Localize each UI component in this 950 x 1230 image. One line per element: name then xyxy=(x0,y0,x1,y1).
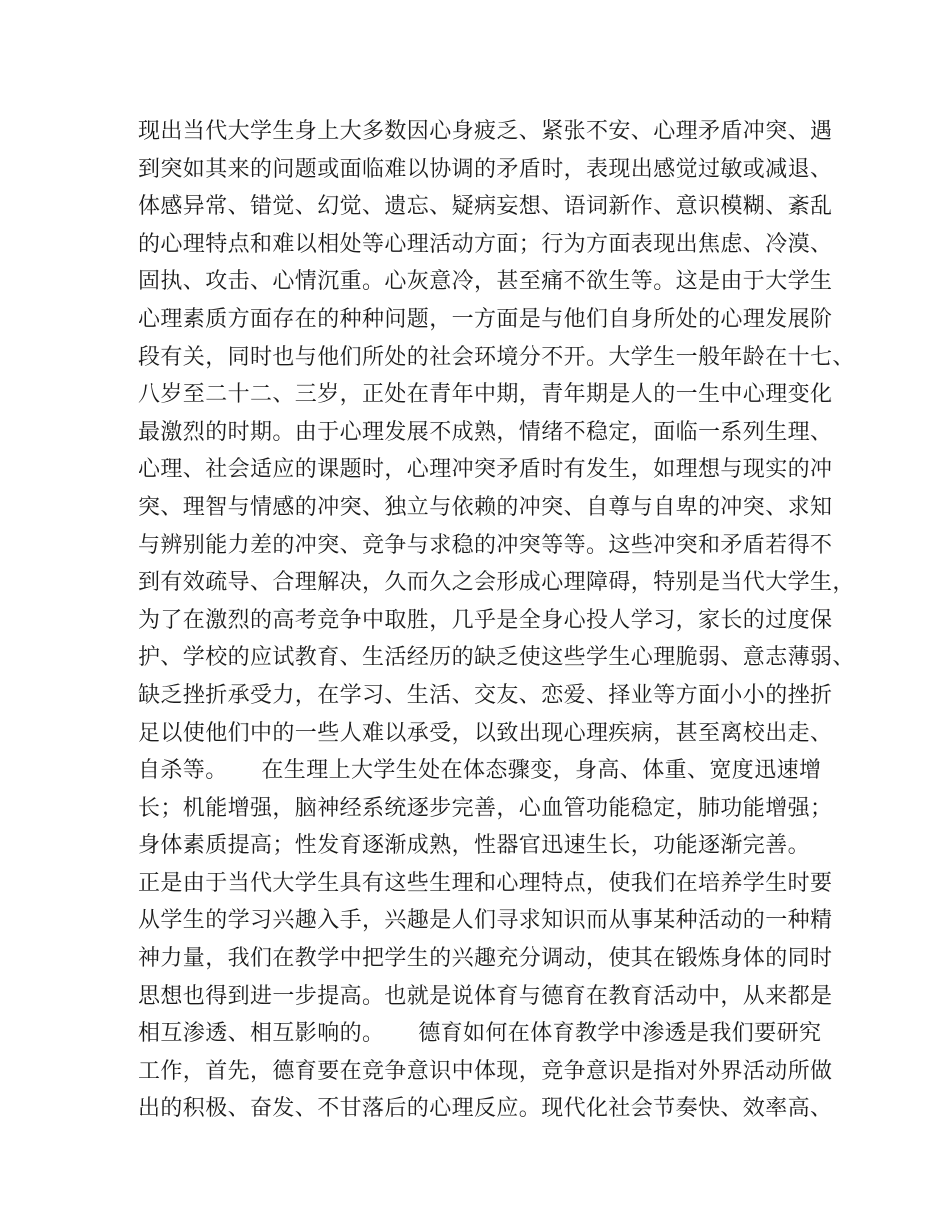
text-line: 足以使他们中的一些人难以承受，以致出现心理疾病，甚至离校出走、 xyxy=(138,720,833,746)
text-line: 最激烈的时期。由于心理发展不成熟，情绪不稳定，面临一系列生理、 xyxy=(138,419,833,445)
text-line: 正是由于当代大学生具有这些生理和心理特点，使我们在培养学生时要 xyxy=(138,870,833,896)
text-line: 与辨别能力差的冲突、竞争与求稳的冲突等等。这些冲突和矛盾若得不 xyxy=(138,532,833,558)
text-line: 心理素质方面存在的种种问题，一方面是与他们自身所处的心理发展阶 xyxy=(138,306,833,332)
text-line: 突、理智与情感的冲突、独立与依赖的冲突、自尊与自卑的冲突、求知 xyxy=(138,494,833,520)
text-line: 从学生的学习兴趣入手，兴趣是人们寻求知识而从事某种活动的一种精 xyxy=(138,908,833,934)
body-text xyxy=(138,113,855,1128)
text-line: 的心理特点和难以相处等心理活动方面；行为方面表现出焦虑、冷漠、 xyxy=(138,231,833,257)
text-line: 思想也得到进一步提高。也就是说体育与德育在教育活动中，从来都是 xyxy=(138,983,833,1009)
text-line: 缺乏挫折承受力，在学习、生活、交友、恋爱、择业等方面小小的挫折 xyxy=(138,682,833,708)
text-line: 身体素质提高；性发育逐渐成熟，性器官迅速生长，功能逐渐完善。 xyxy=(138,833,811,859)
text-line: 相互渗透、相互影响的。 德育如何在体育教学中渗透是我们要研究 xyxy=(138,1021,822,1047)
text-line: 现出当代大学生身上大多数因心身疲乏、紧张不安、心理矛盾冲突、遇 xyxy=(138,119,833,144)
text-line: 体感异常、错觉、幻觉、遗忘、疑病妄想、语词新作、意识模糊、紊乱 xyxy=(138,194,833,220)
text-line: 为了在激烈的高考竞争中取胜，几乎是全身心投人学习，家长的过度保 xyxy=(138,607,833,633)
text-line: 到突如其来的问题或面临难以协调的矛盾时，表现出感觉过敏或减退、 xyxy=(138,156,833,182)
text-line: 段有关，同时也与他们所处的社会环境分不开。大学生一般年龄在十七、 xyxy=(138,344,855,370)
text-line: 工作，首先，德育要在竞争意识中体现，竞争意识是指对外界活动所做 xyxy=(138,1058,833,1084)
text-line: 心理、社会适应的课题时，心理冲突矛盾时有发生，如理想与现实的冲 xyxy=(138,457,833,483)
text-line: 到有效疏导、合理解决，久而久之会形成心理障碍，特别是当代大学生， xyxy=(138,570,855,596)
text-line: 固执、攻击、心情沉重。心灰意冷，甚至痛不欲生等。这是由于大学生 xyxy=(138,269,833,295)
text-line: 护、学校的应试教育、生活经历的缺乏使这些学生心理脆弱、意志薄弱、 xyxy=(138,645,855,671)
text-line: 神力量，我们在教学中把学生的兴趣充分调动，使其在锻炼身体的同时 xyxy=(138,946,833,972)
text-line: 自杀等。 在生理上大学生处在体态骤变，身高、体重、宽度迅速增 xyxy=(138,758,822,784)
text-line: 长；机能增强，脑神经系统逐步完善，心血管功能稳定，肺功能增强； xyxy=(138,795,833,821)
text-line: 八岁至二十二、三岁，正处在青年中期，青年期是人的一生中心理变化 xyxy=(138,382,833,408)
text-line: 出的积极、奋发、不甘落后的心理反应。现代化社会节奏快、效率高、 xyxy=(138,1096,833,1122)
